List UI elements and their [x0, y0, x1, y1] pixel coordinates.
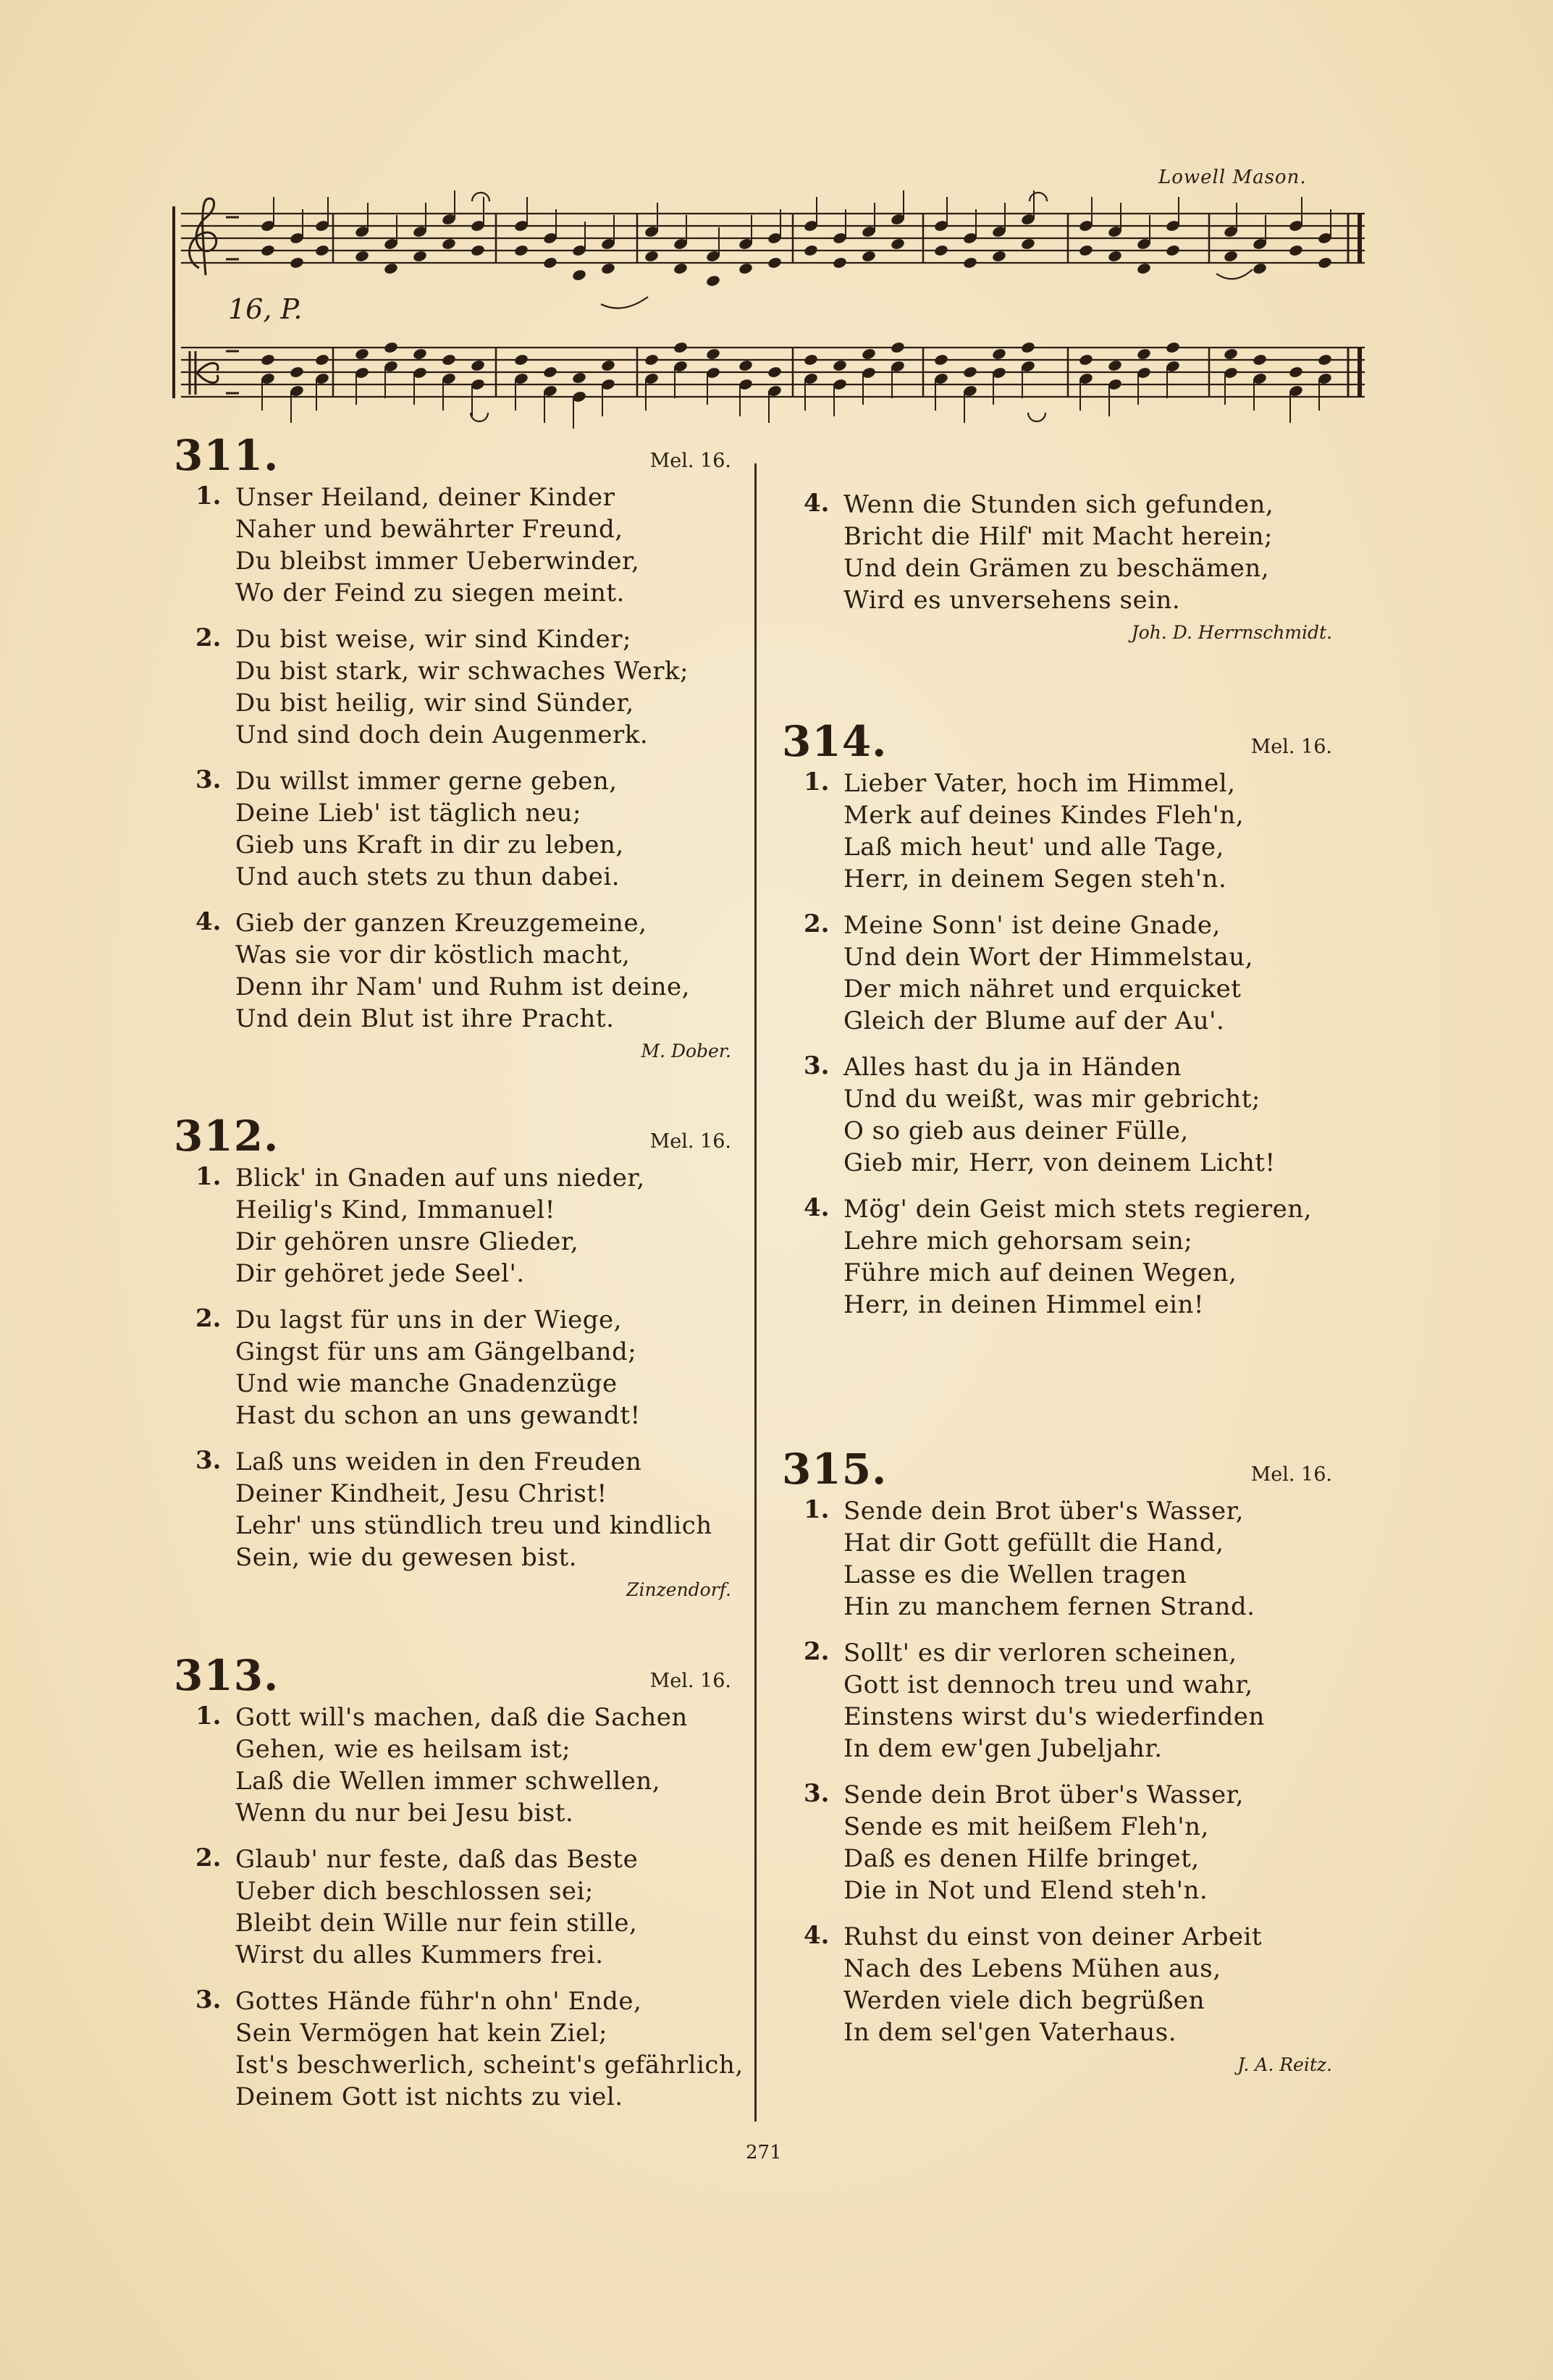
verse-line: Sollt' es dir verloren scheinen,	[843, 1639, 1237, 1668]
note-head	[861, 250, 876, 263]
verse	[782, 768, 1332, 895]
note-head	[470, 244, 485, 257]
verse-line: Wenn die Stunden sich gefunden,	[843, 490, 1274, 519]
verse-number: 4.	[804, 1193, 830, 1222]
verse-line: Wirst du alles Kummers frei.	[235, 1940, 604, 1969]
verse-line: Führe mich auf deinen Wegen,	[843, 1258, 1237, 1287]
note-head	[803, 244, 818, 257]
note-head	[1165, 244, 1180, 257]
verse-line: Sende dein Brot über's Wasser,	[843, 1780, 1244, 1809]
note-head	[542, 366, 557, 379]
verse-line: Nach des Lebens Mühen aus,	[843, 1954, 1221, 1983]
note-head	[1252, 262, 1267, 275]
verse	[782, 1921, 1332, 2048]
verse	[782, 1779, 1332, 1906]
note-head	[1252, 353, 1267, 366]
verse-line: Lehr' uns stündlich treu und kindlich	[235, 1511, 712, 1540]
verse-line: Herr, in deinem Segen steh'n.	[843, 865, 1227, 893]
note-head	[991, 348, 1006, 361]
verse	[174, 907, 731, 1035]
verse	[782, 909, 1332, 1037]
verse	[174, 1304, 731, 1431]
verse-line: Meine Sonn' ist deine Gnade,	[843, 911, 1221, 940]
verse	[782, 489, 1332, 616]
verse-line: Merk auf deines Kindes Fleh'n,	[843, 801, 1245, 830]
note-head	[1078, 353, 1093, 366]
verse-line: Lehre mich gehorsam sein;	[843, 1227, 1193, 1256]
note-head	[933, 244, 948, 257]
hymn-number: 315.	[782, 1445, 888, 1494]
verse-line: Unser Heiland, deiner Kinder	[235, 483, 615, 512]
note-head	[289, 366, 304, 379]
verse-line: Deine Lieb' ist täglich neu;	[235, 799, 581, 828]
note-head	[1165, 341, 1180, 354]
music-score	[0, 0, 1553, 449]
verse-line: Wenn du nur bei Jesu bist.	[235, 1799, 574, 1828]
page-number: 271	[746, 2142, 782, 2164]
note-head	[542, 256, 557, 269]
verse	[782, 1637, 1332, 1765]
verse-line: Wird es unversehens sein.	[843, 586, 1181, 615]
note-head	[890, 237, 905, 251]
verse-line: Und wie manche Gnadenzüge	[235, 1369, 618, 1398]
note-head	[1223, 250, 1238, 263]
verse-number: 1.	[804, 768, 830, 796]
note-head	[1136, 262, 1151, 275]
tempo-mark: 16, P.	[228, 293, 303, 325]
verse-line: Glaub' nur feste, daß das Beste	[235, 1845, 639, 1874]
verse-line: Du bist weise, wir sind Kinder;	[235, 625, 631, 654]
note-head	[513, 244, 529, 257]
verse-line: Und auch stets zu thun dabei.	[235, 862, 620, 891]
verse-line: Hin zu manchem fernen Strand.	[843, 1592, 1255, 1621]
verse	[174, 1446, 731, 1573]
verse-line: Gieb uns Kraft in dir zu leben,	[235, 831, 624, 859]
verse-line: Wo der Feind zu siegen meint.	[235, 579, 625, 607]
verse-line: Du bist heilig, wir sind Sünder,	[235, 689, 634, 718]
note-head	[260, 244, 275, 257]
note-head	[383, 341, 398, 354]
note-head	[890, 341, 905, 354]
verse-line: Was sie vor dir köstlich macht,	[235, 941, 631, 970]
verse-line: Gehen, wie es heilsam ist;	[235, 1735, 571, 1764]
verse-number: 4.	[195, 907, 222, 936]
verse-line: Du bleibst immer Ueberwinder,	[235, 547, 640, 576]
verse-number: 1.	[804, 1495, 830, 1524]
verse-number: 4.	[804, 489, 830, 518]
note-head	[289, 256, 304, 269]
verse-line: Sende dein Brot über's Wasser,	[843, 1497, 1244, 1526]
verse-line: Laß die Wellen immer schwellen,	[235, 1767, 661, 1796]
verse-number: 1.	[195, 1162, 222, 1191]
note-head	[1223, 348, 1238, 361]
hymn-312	[174, 1111, 731, 1605]
verse	[174, 623, 731, 751]
verse-line: Gieb der ganzen Kreuzgemeine,	[235, 909, 647, 938]
note-head	[1020, 237, 1035, 251]
hymn-number: 314.	[782, 717, 888, 766]
verse-number: 2.	[804, 909, 830, 938]
note-head	[441, 237, 456, 251]
verse-number: 2.	[195, 1304, 222, 1333]
note-head	[1107, 250, 1122, 263]
note-head	[933, 353, 948, 366]
verse-line: Sende es mit heißem Fleh'n,	[843, 1812, 1209, 1841]
verse-line: Denn ihr Nam' und Ruhm ist deine,	[235, 972, 690, 1001]
note-head	[991, 250, 1006, 263]
verse-line: Gingst für uns am Gängelband;	[235, 1337, 637, 1366]
verse-line: Gottes Hände führ'n ohn' Ende,	[235, 1987, 642, 2016]
hymn-315	[782, 1445, 1332, 2080]
hymn-313-continued	[782, 489, 1332, 647]
hymn-number: 313.	[174, 1651, 279, 1700]
verse	[174, 1843, 731, 1971]
verse-line: Und du weißt, was mir gebricht;	[843, 1085, 1261, 1114]
hymn-314	[782, 717, 1332, 1335]
verse-line: In dem ew'gen Jubeljahr.	[843, 1734, 1163, 1763]
column-divider	[754, 463, 757, 2122]
note-head	[412, 348, 427, 361]
melody-reference: Mel. 16.	[649, 1130, 731, 1153]
verse-line: Naher und bewährter Freund,	[235, 515, 623, 544]
verse-line: Und dein Grämen zu beschämen,	[843, 554, 1270, 583]
verse-number: 2.	[195, 623, 222, 652]
verse-line: Daß es denen Hilfe bringet,	[843, 1844, 1200, 1873]
note-head	[767, 256, 782, 269]
verse-line: Die in Not und Elend steh'n.	[843, 1876, 1208, 1905]
note-head	[1317, 353, 1332, 366]
verse-line: Laß mich heut' und alle Tage,	[843, 833, 1224, 862]
note-head	[513, 353, 529, 366]
verse	[782, 1495, 1332, 1623]
note-head	[673, 262, 688, 275]
verse-line: Alles hast du ja in Händen	[843, 1053, 1182, 1082]
verse-line: Bleibt dein Wille nur fein stille,	[235, 1909, 638, 1938]
note-head	[354, 250, 369, 263]
note-head	[673, 341, 688, 354]
note-head	[600, 359, 615, 372]
note-head	[1317, 256, 1332, 269]
verse-line: O so gieb aus deiner Fülle,	[843, 1117, 1189, 1145]
author-credit: M. Dober.	[641, 1040, 731, 1061]
verse-line: Sein, wie du gewesen bist.	[235, 1543, 578, 1572]
note-head	[441, 353, 456, 366]
verse-line: Mög' dein Geist mich stets regieren,	[843, 1195, 1312, 1224]
verse	[174, 765, 731, 893]
verse-line: Der mich nähret und erquicket	[843, 975, 1242, 1004]
verse-line: Du bist stark, wir schwaches Werk;	[235, 657, 689, 686]
note-head	[705, 274, 720, 287]
note-head	[412, 250, 427, 263]
note-head	[314, 244, 329, 257]
verse	[782, 1193, 1332, 1321]
melody-reference: Mel. 16.	[1250, 736, 1332, 758]
author-credit: Zinzendorf.	[626, 1579, 731, 1600]
verse-line: Gott ist dennoch treu und wahr,	[843, 1670, 1253, 1699]
hymn-313	[174, 1651, 744, 2127]
note-head	[1020, 341, 1035, 354]
verse-line: Sein Vermögen hat kein Ziel;	[235, 2019, 607, 2048]
note-head	[314, 353, 329, 366]
verse-line: Hast du schon an uns gewandt!	[235, 1401, 641, 1430]
verse	[174, 1162, 731, 1290]
note-head	[962, 256, 977, 269]
verse-line: Ist's beschwerlich, scheint's gefährlich,	[235, 2051, 744, 2080]
verse-line: Lasse es die Wellen tragen	[843, 1560, 1187, 1589]
note-head	[644, 250, 659, 263]
verse-number: 2.	[804, 1637, 830, 1666]
verse-line: Ueber dich beschlossen sei;	[235, 1877, 594, 1906]
verse-line: Dir gehören unsre Glieder,	[235, 1227, 579, 1256]
hymn-number: 311.	[174, 431, 279, 480]
note-head	[571, 269, 586, 282]
verse	[174, 482, 731, 609]
note-head	[260, 353, 275, 366]
verse-number: 3.	[804, 1051, 830, 1080]
note-head	[738, 262, 753, 275]
note-head	[644, 353, 659, 366]
verse-number: 3.	[195, 1985, 222, 2014]
note-head	[1288, 244, 1303, 257]
verse-line: In dem sel'gen Vaterhaus.	[843, 2018, 1177, 2047]
verse-line: Blick' in Gnaden auf uns nieder,	[235, 1164, 645, 1193]
verse-line: Du willst immer gerne geben,	[235, 767, 618, 796]
note-head	[861, 348, 876, 361]
verse-line: Heilig's Kind, Immanuel!	[235, 1195, 555, 1224]
verse-line: Gleich der Blume auf der Au'.	[843, 1006, 1225, 1035]
author-credit: Joh. D. Herrnschmidt.	[1131, 622, 1332, 643]
note-head	[767, 366, 782, 379]
melody-reference: Mel. 16.	[1250, 1463, 1332, 1486]
verse-number: 1.	[195, 482, 222, 510]
note-head	[470, 359, 485, 372]
verse-line: Lieber Vater, hoch im Himmel,	[843, 769, 1236, 798]
verse	[174, 1702, 731, 1829]
verse-number: 1.	[195, 1702, 222, 1731]
hymn-311	[174, 431, 731, 1066]
verse-line: Laß uns weiden in den Freuden	[235, 1447, 642, 1476]
melody-reference: Mel. 16.	[649, 450, 731, 472]
verse-number: 2.	[195, 1843, 222, 1872]
verse-line: Deiner Kindheit, Jesu Christ!	[235, 1479, 607, 1508]
note-head	[1078, 244, 1093, 257]
verse-line: Und dein Wort der Himmelstau,	[843, 943, 1253, 972]
verse-line: Herr, in deinen Himmel ein!	[843, 1290, 1205, 1319]
note-head	[1288, 366, 1303, 379]
verse-line: Bricht die Hilf' mit Macht herein;	[843, 522, 1273, 551]
note-head	[705, 348, 720, 361]
hymn-number: 312.	[174, 1111, 279, 1161]
verse-line: Deinem Gott ist nichts zu viel.	[235, 2082, 623, 2111]
verse-line: Und sind doch dein Augenmerk.	[235, 720, 649, 749]
note-head	[1136, 348, 1151, 361]
verse-number: 4.	[804, 1921, 830, 1950]
melody-reference: Mel. 16.	[649, 1670, 731, 1692]
note-head	[1107, 359, 1122, 372]
note-head	[600, 262, 615, 275]
note-head	[962, 366, 977, 379]
note-head	[383, 262, 398, 275]
verse-line: Werden viele dich begrüßen	[843, 1986, 1205, 2015]
verse	[782, 1051, 1332, 1179]
note-head	[803, 353, 818, 366]
verse-line: Ruhst du einst von deiner Arbeit	[843, 1922, 1263, 1951]
verse-line: Gieb mir, Herr, von deinem Licht!	[843, 1148, 1276, 1177]
verse-number: 3.	[804, 1779, 830, 1808]
author-credit: J. A. Reitz.	[1237, 2054, 1332, 2075]
verse-number: 3.	[195, 1446, 222, 1475]
note-head	[832, 359, 847, 372]
verse	[174, 1985, 744, 2113]
note-head	[738, 359, 753, 372]
verse-line: Dir gehöret jede Seel'.	[235, 1259, 525, 1288]
note-head	[832, 256, 847, 269]
verse-line: Du lagst für uns in der Wiege,	[235, 1305, 622, 1334]
composer-credit: Lowell Mason.	[1158, 167, 1307, 188]
verse-number: 3.	[195, 765, 222, 794]
verse-line: Einstens wirst du's wiederfinden	[843, 1702, 1265, 1731]
verse-line: Und dein Blut ist ihre Pracht.	[235, 1004, 615, 1033]
verse-line: Hat dir Gott gefüllt die Hand,	[843, 1529, 1224, 1557]
note-head	[571, 371, 586, 384]
note-head	[354, 348, 369, 361]
verse-line: Gott will's machen, daß die Sachen	[235, 1703, 688, 1732]
